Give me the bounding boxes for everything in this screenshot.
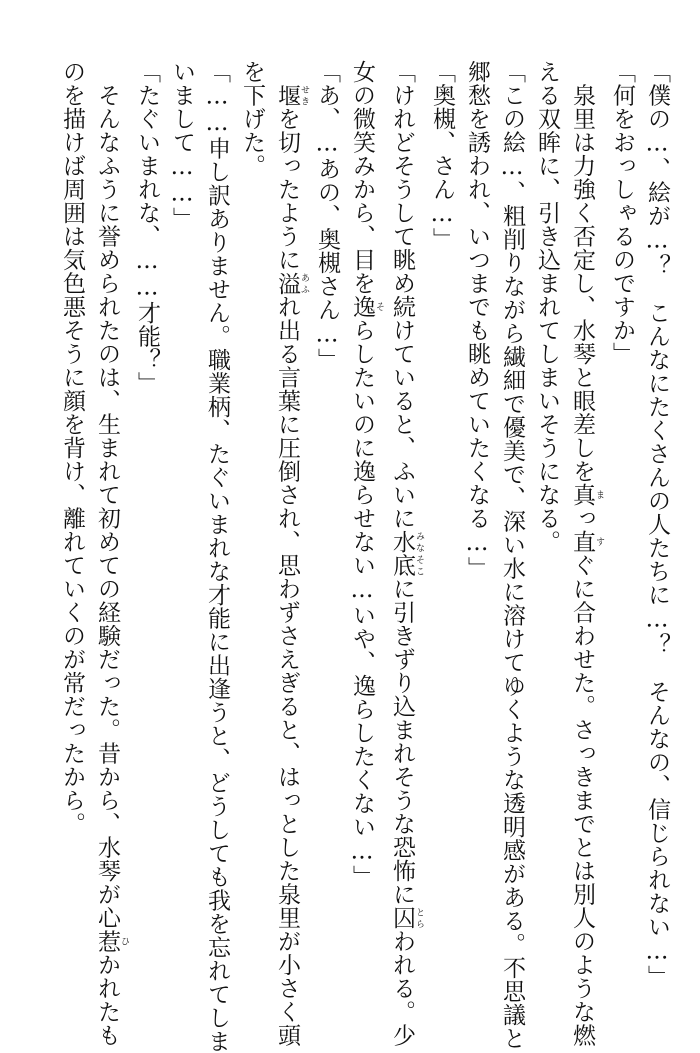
ruby-text-hi: ひ xyxy=(119,929,129,953)
text-line-9 xyxy=(344,60,384,980)
ruby-text-ma: ま xyxy=(594,483,604,507)
text-line-1: 「僕の…、絵が…？ こんなにたくさんの人たちに…？ そんなの、信じられない…」 xyxy=(644,60,670,989)
text-line-14: いまして……」 xyxy=(169,60,195,231)
text-line-16 xyxy=(89,60,129,1047)
text-line-3-part-1: 泉里は力強く否定し、水琴と眼差しを xyxy=(569,60,595,483)
text-line-11-part-3: れ出る言葉に圧倒され、思わずさえぎると、はっとした泉里が小さく頭 xyxy=(274,295,300,1047)
text-line-8-part-3: われる。少 xyxy=(389,929,415,1047)
ruby-text-su: す xyxy=(594,530,604,554)
text-line-6: 郷愁を誘われ、いつまでも眺めていたくなる…」 xyxy=(464,60,490,580)
text-line-13: 「……申し訳ありません。職業柄、たぐいまれな才能に出逢うと、どうしても我を忘れてしま xyxy=(204,60,230,1053)
text-line-15: 「たぐいまれな、……才能？」 xyxy=(134,60,160,395)
text-line-11-part-2: を切ったように xyxy=(274,107,300,272)
text-line-3-part-3: ぐに合わせた。さっきまでとは別人のような燃 xyxy=(569,553,595,1047)
text-line-11-part-1 xyxy=(274,60,300,84)
ruby-su: 直 す xyxy=(569,530,604,554)
ruby-text-afu: あふ xyxy=(299,271,309,295)
text-line-4: える双眸に、引き込まれてしまいそうになる。 xyxy=(534,60,560,554)
text-line-3 xyxy=(564,60,604,1047)
text-line-12: を下げた。 xyxy=(239,60,265,178)
ruby-text-so-1: そ xyxy=(374,295,384,319)
ruby-afu: 溢 あふ xyxy=(274,271,309,295)
text-line-11 xyxy=(269,60,309,1047)
text-line-7: 「奥槻、さん…」 xyxy=(429,60,455,251)
ruby-text-tora: とら xyxy=(414,906,424,930)
text-line-8-part-2: に引きずり込まれそうな恐怖に xyxy=(389,577,415,906)
text-line-9-part-1: 女の微笑みから、目を xyxy=(349,60,375,295)
text-line-16-part-2: かれたも xyxy=(94,953,120,1047)
text-line-5: 「この絵…、粗削りながら繊細で優美で、深い水に溶けてゆくような透明感がある。不思議と xyxy=(499,60,525,1050)
text-line-16-part-1: そんなふうに誉められたのは、生まれて初めての経験だった。昔から、水琴が心 xyxy=(94,60,120,930)
text-line-17: のを描けば周囲は気色悪そうに顔を背け、離れていくのが常だったから。 xyxy=(59,60,85,836)
text-line-3-part-2: っ xyxy=(569,506,595,530)
ruby-text-minasoko: みなそこ xyxy=(414,530,424,577)
ruby-minasoko: 水底 みなそこ xyxy=(389,530,424,577)
text-line-8 xyxy=(384,60,424,1047)
text-line-2: 「何をおっしゃるのですか」 xyxy=(609,60,635,366)
ruby-seki: 堰 せき xyxy=(274,83,309,107)
novel-page xyxy=(34,60,674,1053)
ruby-hi: 惹 ひ xyxy=(94,929,129,953)
text-line-8-part-1: 「けれどそうして眺め続けていると、ふいに xyxy=(389,60,415,530)
ruby-so-1: 逸 そ xyxy=(349,295,384,319)
text-line-9-part-2: らしたいのに逸らせない…いや、逸らしたくない…」 xyxy=(349,318,375,889)
text-line-10: 「あ、…あの、奥槻さん…」 xyxy=(314,60,340,372)
ruby-text-seki: せき xyxy=(299,83,309,107)
ruby-ma: 真 ま xyxy=(569,483,604,507)
ruby-tora: 囚 とら xyxy=(389,906,424,930)
